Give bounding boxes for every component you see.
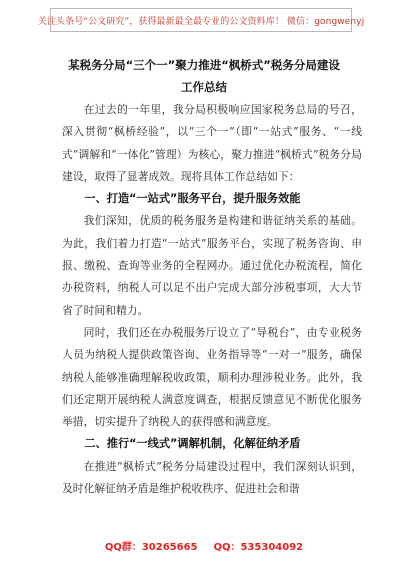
document-title-line2: 工作总结	[181, 80, 227, 94]
footer-contact	[0, 538, 408, 552]
footer-qq: QQ：535304092	[213, 542, 304, 553]
body-paragraph-1: 我们深知，优质的税务服务是构建和谐征纳关系的基础。为此，我们着力打造“一站式”服务平台，实现了税务咨询、申报、缴税、查询等业务的全程网办。通过优化办税流程，简化办税资料，纳税人可以足不出户完成大部分涉税事项，大大节省了时间和精力。	[62, 214, 362, 317]
header-note-box	[37, 8, 365, 32]
section-heading-1: 一、打造“一站式”服务平台，提升服务效能	[84, 192, 301, 206]
section-heading-2: 二、推行“一线式”调解机制，化解征纳矛盾	[84, 437, 301, 451]
body-paragraph-3: 在推进“枫桥式”税务分局建设过程中，我们深刻认识到，及时化解征纳矛盾是维护税收秩序、促进社会和谐	[62, 459, 362, 496]
document-body	[62, 99, 362, 500]
intro-paragraph: 在过去的一年里，我分局积极响应国家税务总局的号召，深入贯彻“枫桥经验”，以“三个一”（即“一站式”服务、“一线式”调解和“一体化”管理）为核心，聚力推进“枫桥式”税务分局建设，取得了显著成效。现将具体工作总结如下：	[62, 103, 362, 183]
header-note: 关注头条号“公文研究”，获得最新最全最专业的公文资料库！ 微信：gongwenyj	[37, 16, 365, 27]
footer-qq-group: QQ群：30265665	[104, 542, 198, 553]
body-paragraph-2: 同时，我们还在办税服务厅设立了“导税台”，由专业税务人员为纳税人提供政策咨询、业务指导等“一对一”服务，确保纳税人能够准确理解税收政策，顺利办理涉税业务。此外，我们还定期开展纳税人满意度调查，根据反馈意见不断优化服务举措，切实提升了纳税人的获得感和满意度。	[62, 325, 362, 429]
document-title: 某税务分局“三个一”聚力推进“枫桥式”税务分局建设	[68, 58, 340, 72]
